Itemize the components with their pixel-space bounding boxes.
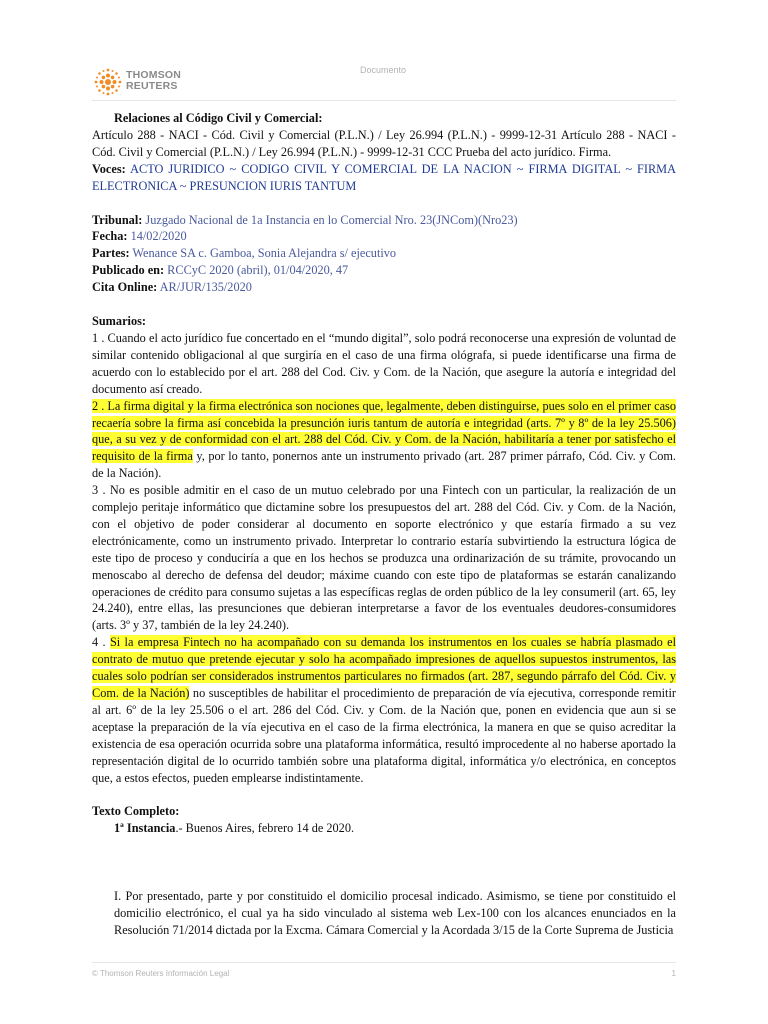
sumario-2-highlight: . La firma digital y la firma electrónica son nociones que, legalmente, deben distinguirse, pues solo en el primer caso recaería sobre la firma así concebida la presunción iuris tantum de autoría e integridad (arts. 7º y 8º de la ley 25.506) que, a su vez y de conformidad con el art. 288 del Cód. Civ. y Com. de la Nación, habilitaría a tener por satisfecho el requisito de la firma (92, 398, 676, 464)
relaciones-title: Relaciones al Código Civil y Comercial: (114, 111, 323, 125)
relaciones-text: Artículo 288 - NACI - Cód. Civil y Comercial (P.L.N.) / Ley 26.994 (P.L.N.) - 9999-12-31 Artículo 288 - NACI - Cód. Civil y Comercial (P.L.N.) / Ley 26.994 (P.L.N.) - 9999-12-31 CCC Prueba del acto jurídico. Firma. (92, 127, 676, 159)
publicado-value: RCCyC 2020 (abril), 01/04/2020, 47 (167, 263, 349, 278)
partes-value: Wenance SA c. Gamboa, Sonia Alejandra s/ ejecutivo (132, 246, 397, 261)
publicado-line: Publicado en: RCCyC 2020 (abril), 01/04/2020, 47 (92, 263, 349, 278)
fecha-value: 14/02/2020 (130, 229, 187, 244)
instancia-rest: .- Buenos Aires, febrero 14 de 2020. (175, 821, 355, 836)
sumario-4-rest: no susceptibles de habilitar el procedimiento de preparación de vía ejecutiva, corresponde remitir al art. 6º de la ley 25.506 o el art. 286 del Cód. Civ. y Com. de la Nación que, ponen en evidencia que aun si se aceptase la preparación de la vía ejecutiva en el caso de la firma electrónica, la manera en que se quiso acreditar la existencia de esa operación ocurrida sobre una plataforma informática, resultó improcedente al no haberse aportado la representación digital de lo ocurrido también sobre una plataforma digital, informática y/o electrónica, en conceptos que, a estos efectos, pueden emplearse indistintamente. (92, 686, 676, 785)
voces-line (92, 161, 676, 195)
document-label: Documento (360, 65, 407, 75)
sumario-4 (92, 634, 676, 786)
sumarios-title: Sumarios: (92, 314, 146, 329)
page-header (92, 62, 676, 101)
logo-text (126, 70, 181, 92)
instancia-line (92, 820, 676, 837)
instancia-label: 1ª Instancia (114, 821, 176, 836)
page-number: 1 (671, 969, 676, 978)
sumario-2 (92, 398, 676, 483)
footer-copyright: © Thomson Reuters Información Legal (92, 969, 230, 978)
page-footer (92, 962, 676, 987)
voces-label: Voces: (92, 161, 126, 176)
logo-dots-icon (92, 66, 124, 98)
sumario-2-rest: y, por lo tanto, ponernos ante un instrumento privado (art. 287 primer párrafo, Cód. Civ. y Com. de la Nación). (92, 449, 676, 481)
cita-value: AR/JUR/135/2020 (159, 280, 252, 295)
sumario-4-highlight: Si la empresa Fintech no ha acompañado con su demanda los instrumentos en los cuales se habría plasmado el contrato de mutuo que pretende ejecutar y solo ha acompañado impresiones de aquellos supuestos instrumentos, las cuales solo podrían ser considerados instrumentos particulares no firmados (art. 287, segundo párrafo del Cód. Civ. y Com. de la Nación) (92, 635, 676, 700)
tribunal-line: Tribunal: Juzgado Nacional de 1a Instancia en lo Comercial Nro. 23(JNCom)(Nro23) (92, 212, 518, 227)
sumario-2-number: 2 (92, 398, 99, 413)
document-body (92, 110, 676, 939)
voces-value: ACTO JURIDICO ~ CODIGO CIVIL Y COMERCIAL DE LA NACION ~ FIRMA DIGITAL ~ FIRMA ELECTRONICA ~ PRESUNCION IURIS TANTUM (92, 161, 676, 193)
texto-paragraph-1: I. Por presentado, parte y por constituido el domicilio procesal indicado. Asimismo, se tiene por constituido el domicilio electrónico, el cual ya ha sido vinculado al sistema web Lex-100 con los alcances enunciados en la Resolución 71/2014 dictada por la Excma. Cámara Comercial y la Acordada 3/15 de la Corte Suprema de Justicia (114, 889, 676, 938)
logo-line-2: REUTERS (126, 80, 178, 92)
partes-line: Partes: Wenance SA c. Gamboa, Sonia Alejandra s/ ejecutivo (92, 246, 397, 261)
fecha-line: Fecha: 14/02/2020 (92, 229, 187, 244)
thomson-reuters-logo (92, 64, 188, 98)
tribunal-value: Juzgado Nacional de 1a Instancia en lo Comercial Nro. 23(JNCom)(Nro23) (145, 212, 518, 227)
logo-line-1: THOMSON (126, 69, 182, 81)
sumario-3: 3 . No es posible admitir en el caso de un mutuo celebrado por una Fintech con un particular, la realización de un complejo peritaje informático que dictamine sobre los presupuestos del art. 288 del Cód. Civ. y Com. de la Nación, con el objetivo de poder considerar al documento en soporte electrónico y que estaría firmado a su vez electrónicamente, como un instrumento privado. Interpretar lo contrario estaría subvirtiendo la estructura lógica de este tipo de proceso y conduciría a que en los hechos se produzca una ordinarización de su trámite, provocando un menoscabo al derecho de defensa del deudor; máxime cuando con este tipo de plataformas se estarán canalizando operaciones de crédito para consumo sujetas a las específicas reglas de orden público de la ley consumeril (art. 65, ley 24.240), entre ellas, las presunciones que debieran interpretarse a favor de los eventuales deudores-consumidores (arts. 3º y 37, también de la ley 24.240). (92, 483, 676, 633)
sumario-4-number: 4 . (92, 635, 110, 650)
sumario-1: 1 . Cuando el acto jurídico fue concertado en el “mundo digital”, solo podrá reconocerse una expresión de voluntad de similar contenido obligacional al que surgiría en el caso de una firma ológrafa, si puede identificarse una firma de acuerdo con lo establecido por el art. 288 del Cod. Civ. y Com. de la Nación, que asegure la autoría e integridad del documento así creado. (92, 330, 676, 396)
cita-line: Cita Online: AR/JUR/135/2020 (92, 280, 252, 295)
texto-completo-title: Texto Completo: (92, 804, 180, 819)
